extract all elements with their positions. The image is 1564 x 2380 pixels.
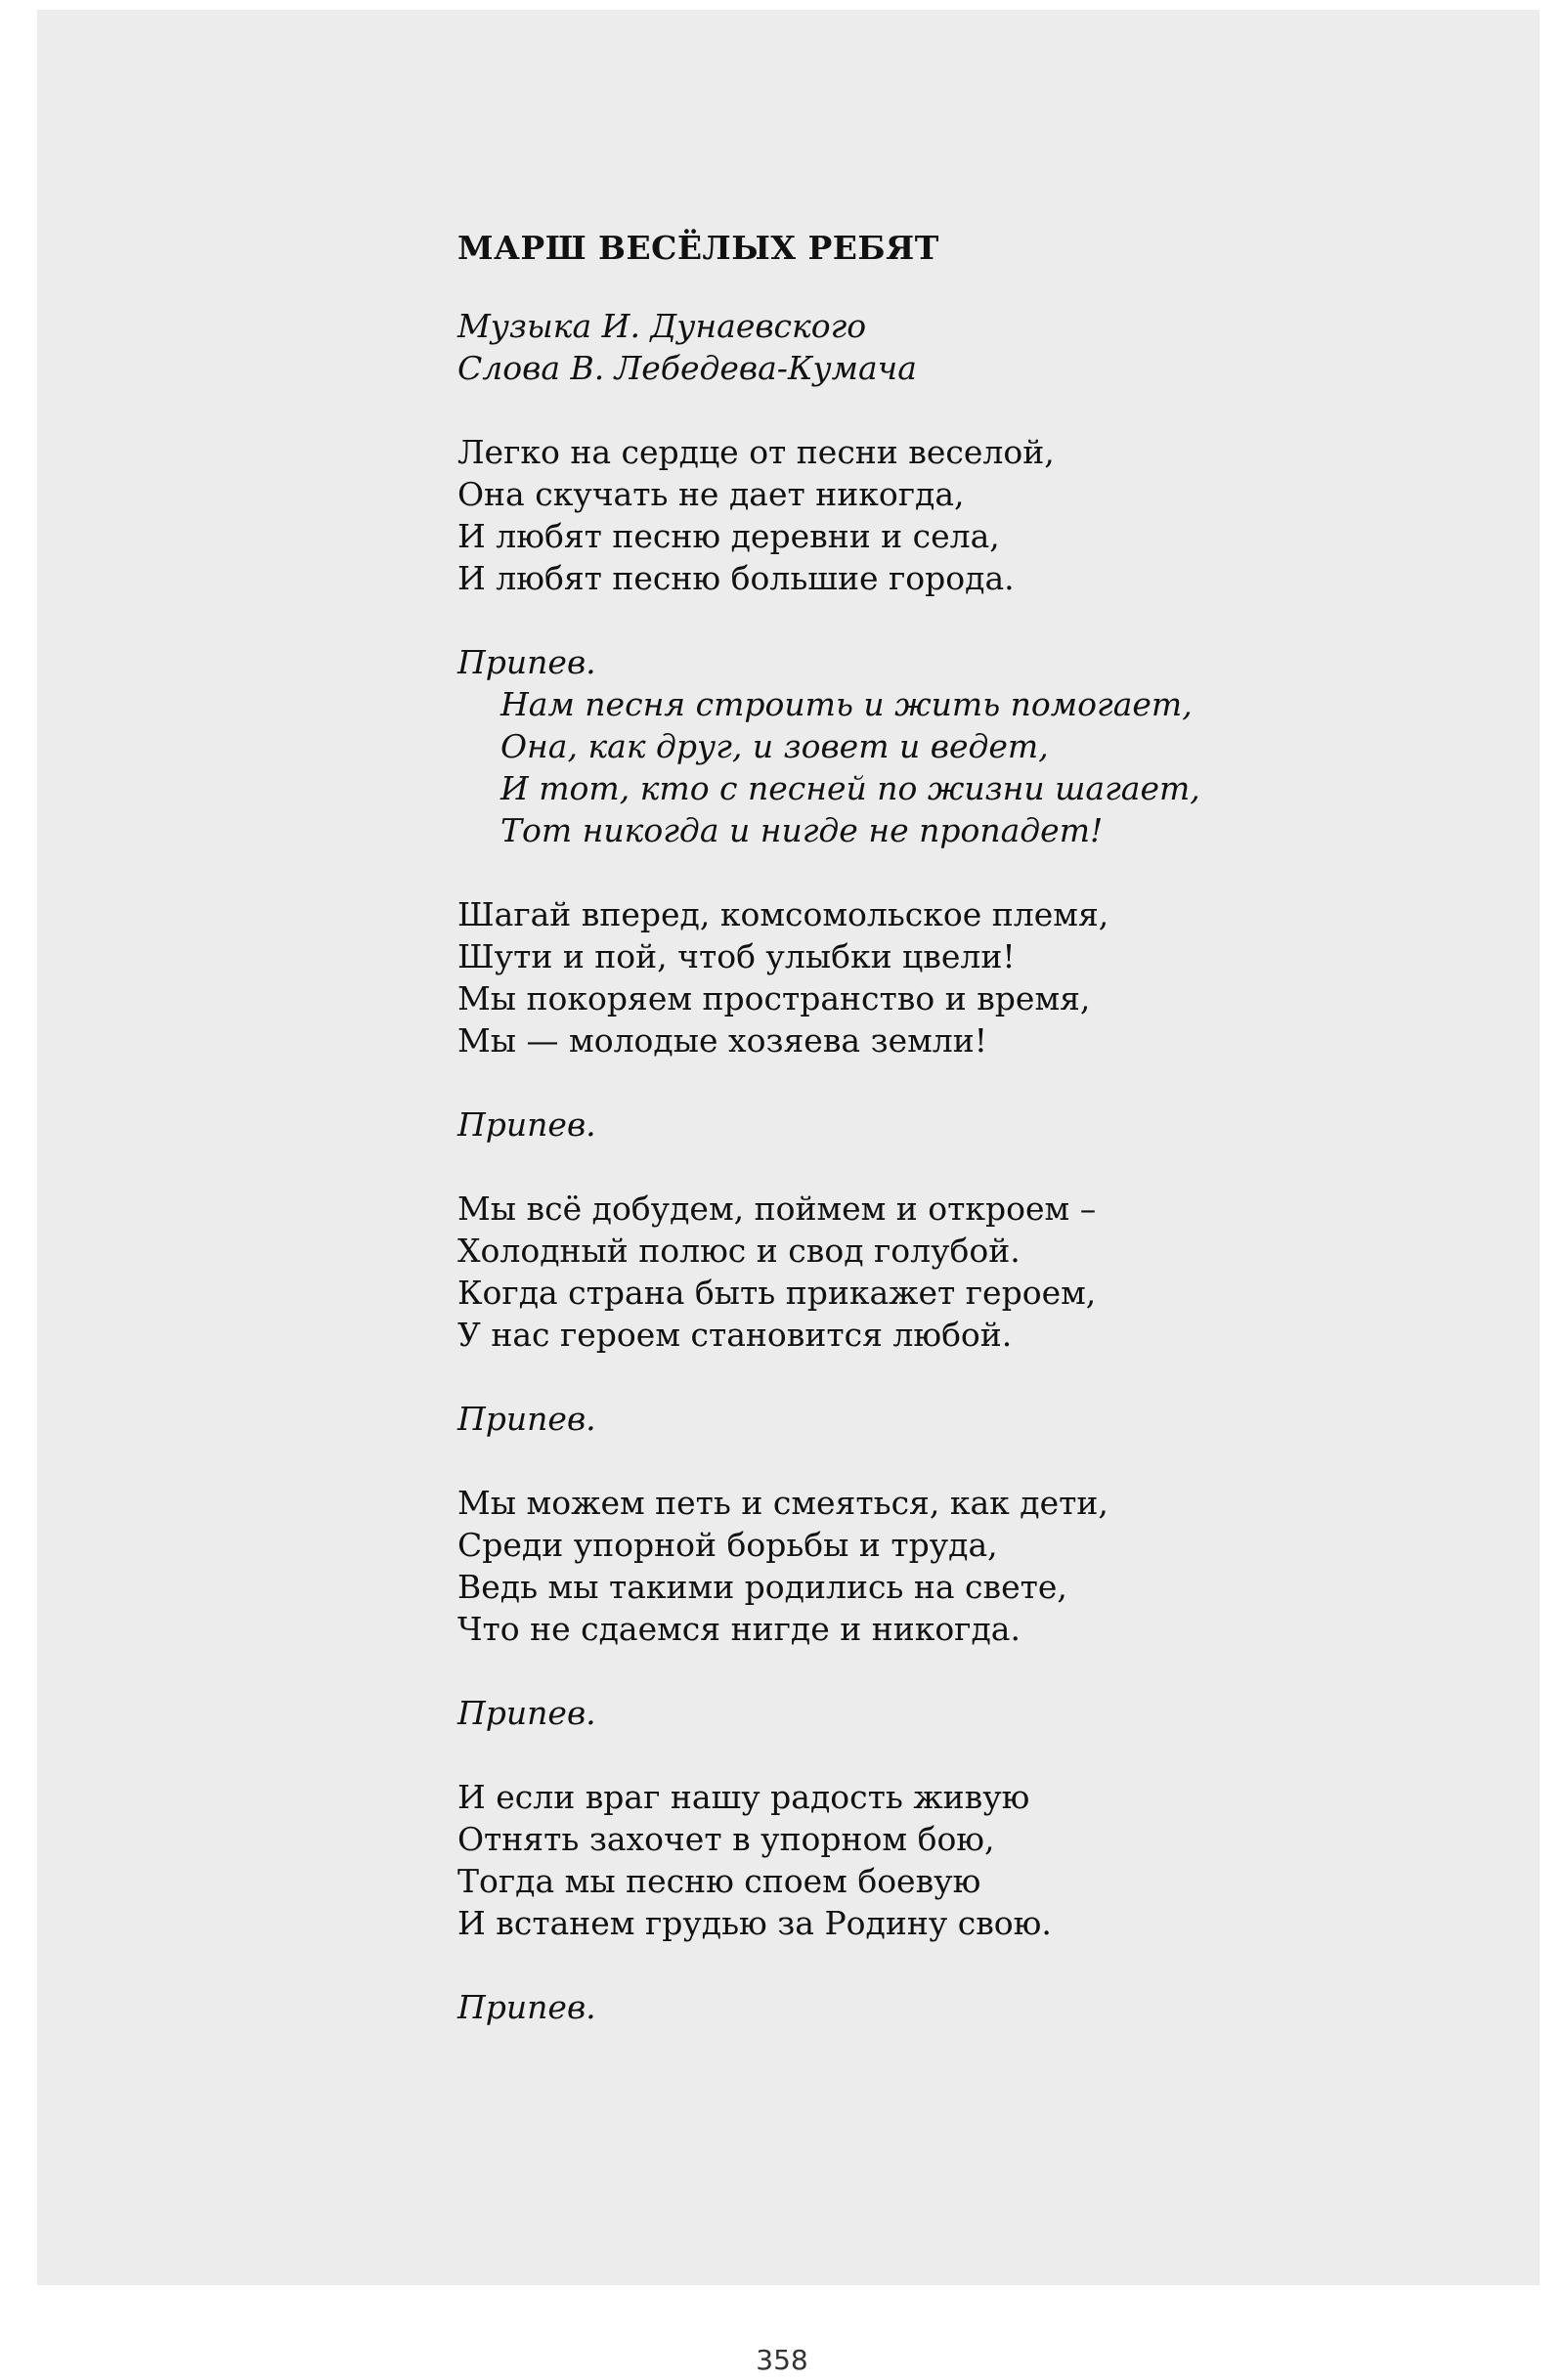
verse-line: Мы можем петь и смеяться, как дети, [457,1484,1108,1522]
verse-line: И если враг нашу радость живую [457,1778,1030,1816]
chorus-label: Припев. [457,1105,596,1144]
chorus-reference [457,1986,1435,2028]
verse-line: Легко на сердце от песни веселой, [457,433,1055,471]
verse-line: Когда страна быть прикажет героем, [457,1274,1097,1312]
stanza-gap [457,851,1435,893]
chorus-label: Припев. [457,1400,596,1438]
chorus-reference [457,1398,1435,1440]
verse-line: Мы покоряем пространство и время, [457,979,1091,1017]
stanza-gap [457,1440,1435,1482]
chorus-reference [457,1692,1435,1734]
stanza-gap [457,1061,1435,1103]
stanza-gap [457,1734,1435,1776]
chorus-line: Она, как друг, и зовет и ведет, [500,727,1049,765]
chorus-line: И тот, кто с песней по жизни шагает, [500,769,1200,807]
page-number: 358 [756,2344,808,2376]
verse-line: Ведь мы такими родились на свете, [457,1568,1067,1606]
lyrics-credit: Слова В. Лебедева-Кумача [457,349,917,387]
chorus-reference [457,1103,1435,1146]
verse-line: Отнять захочет в упорном бою, [457,1820,995,1858]
chorus-label: Припев. [457,1694,596,1732]
verse [457,431,1435,599]
verse-line: Холодный полюс и свод голубой. [457,1232,1021,1270]
stanza-gap [457,1146,1435,1188]
verse-line: Шути и пой, чтоб улыбки цвели! [457,937,1016,975]
verse-line: Мы всё добудем, поймем и откроем – [457,1190,1097,1228]
chorus [457,641,1435,851]
lyrics [457,389,1435,2028]
verse-line: Она скучать не дает никогда, [457,475,965,513]
verse [457,1776,1435,1944]
verse [457,1482,1435,1650]
verse [457,1188,1435,1356]
music-credit: Музыка И. Дунаевского [457,307,867,345]
chorus-label: Припев. [457,643,596,681]
stanza-gap [457,1650,1435,1692]
chorus-line: Нам песня строить и жить помогает, [500,685,1193,723]
verse-line: Среди упорной борьбы и труда, [457,1526,998,1564]
stanza-gap [457,389,1435,431]
verse [457,893,1435,1061]
chorus-label: Припев. [457,1988,596,2026]
song-content [457,223,1435,2028]
verse-line: Тогда мы песню споем боевую [457,1862,981,1900]
verse-line: Шагай вперед, комсомольское племя, [457,895,1109,933]
chorus-line: Тот никогда и нигде не пропадет! [500,811,1104,849]
verse-line: У нас героем становится любой. [457,1316,1013,1354]
stanza-gap [457,1356,1435,1398]
verse-line: И любят песню большие города. [457,559,1015,597]
stanza-gap [457,1944,1435,1986]
song-credits [457,305,1435,389]
verse-line: Что не сдаемся нигде и никогда. [457,1610,1021,1648]
stanza-gap [457,599,1435,641]
verse-line: Мы — молодые хозяева земли! [457,1021,987,1060]
verse-line: И любят песню деревни и села, [457,517,1000,555]
song-title: МАРШ ВЕСЁЛЫХ РЕБЯТ [457,229,939,267]
verse-line: И встанем грудью за Родину свою. [457,1904,1052,1942]
